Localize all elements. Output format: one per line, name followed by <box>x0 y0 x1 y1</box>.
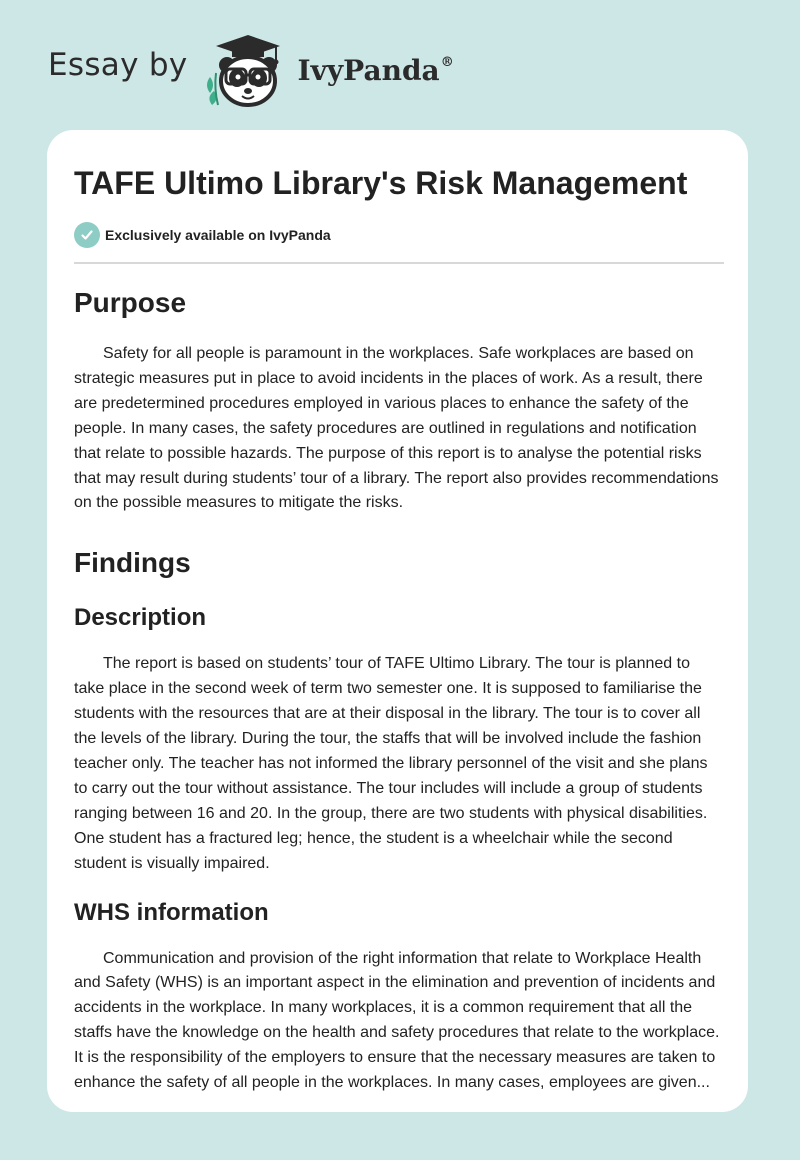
section-heading-findings: Findings <box>74 547 191 579</box>
subsection-heading-description: Description <box>74 604 207 632</box>
title-divider <box>74 262 724 264</box>
subsection-text-description: The report is based on students’ tour of TAFE Ultimo Library. The tour is planned to take place in the second week of term two semester one. It is supposed to familiarise the students with the resources that are at their disposal in the library. The tour is to cover all the levels of the library. During the tour, the staffs that will be involved include the fashion teacher only. The teacher has not informed the library personnel of the visit and she plans to carry out the tour without assistance. The tour includes will include a group of students ranging between 16 and 20. In the group, there are two students with physical disabilities. One student has a fractured leg; hence, the student is a wheelchair while the second student is visually impaired. <box>74 655 708 872</box>
article-title: TAFE Ultimo Library's Risk Management <box>74 165 688 201</box>
exclusive-badge-label: Exclusively available on IvyPanda <box>105 227 331 243</box>
exclusive-badge <box>74 222 724 248</box>
registered-mark: ® <box>440 54 454 70</box>
section-heading-purpose: Purpose <box>74 287 187 318</box>
panda-graduate-icon[interactable] <box>202 33 294 109</box>
section-text-purpose: Safety for all people is paramount in the workplaces. Safe workplaces are based on strategic measures put in place to avoid incidents in the places of work. As a result, there are predetermined procedures employed in various places to enhance the safety of the people. In many cases, the safety procedures are outlined in regulations and notification that relate to possible hazards. The purpose of this report is to analyse the potential risks that may result during students’ tour of a library. The report also provides recommendations on the possible measures to mitigate the risks. <box>74 345 719 512</box>
site-header <box>48 32 454 112</box>
brand-name[interactable] <box>298 54 454 87</box>
check-circle-icon <box>74 222 100 248</box>
subsection-heading-whs: WHS information <box>74 898 269 926</box>
brand-text: IvyPanda <box>297 53 440 87</box>
article-content <box>74 160 724 1096</box>
subsection-text-whs: Communication and provision of the right information that relate to Workplace Health and Safety (WHS) is an important aspect in the elimination and prevention of incidents and accidents in the workplace. In many workplaces, it is a common requirement that all the staffs have the knowledge on the health and safety procedures that relate to the workplace. It is the responsibility of the employers to ensure that the necessary measures are taken to enhance the safety of all people in the workplaces. In many cases, employees are given... <box>74 949 720 1092</box>
essay-by-label: Essay by <box>48 47 188 83</box>
article-card <box>47 130 748 1112</box>
